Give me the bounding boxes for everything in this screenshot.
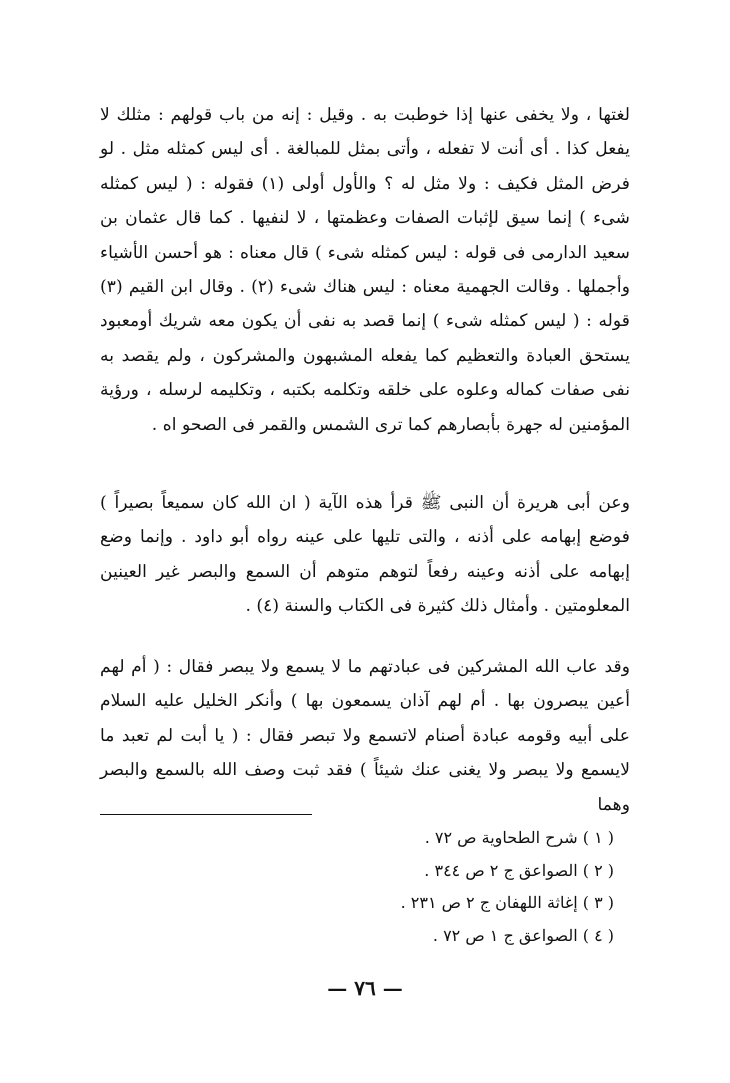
footnote-1: ( ١ ) شرح الطحاوية ص ٧٢ . [424,828,614,847]
paragraph-1: لغتها ، ولا يخفى عنها إذا خوطبت به . وقيل : إنه من باب قولهم : مثلك لا يفعل كذا . أى أنت لا تفعله ، وأتى بمثل للمبالغة . أى ليس كمثله مثل . لو فرض المثل فكيف : ولا مثل له ؟ والأول أولى (١) فقوله : ( ليس كمثله شىء ) إنما سيق لإثبات الصفات وعظمتها ، لا لنفيها . كما قال عثمان بن سعيد الدارمى فى قوله : ليس كمثله شىء ) قال معناه : هو أحسن الأشياء وأجملها . وقالت الجهمية معناه : ليس هناك شىء (٢) . وقال ابن القيم (٣) قوله : ( ليس كمثله شىء ) إنما قصد به نفى أن يكون معه شريك أومعبود يستحق العبادة والتعظيم كما يفعله المشبهون والمشركون ، ولم يقصد به نفى صفات كماله وعلوه على خلقه وتكلمه بكتبه ، وتكليمه لرسله ، ورؤية المؤمنين له جهرة بأبصارهم كما ترى الشمس والقمر فى الصحو اه . [100,105,630,435]
paragraph-2: وعن أبى هريرة أن النبى ﷺ قرأ هذه الآية ( ان الله كان سميعاً بصيراً ) فوضع إبهامه على أذنه ، والتى تليها على عينه رواه أبو داود . وإنما وضع إبهامه على أذنه وعينه رفعاً لتوهم متوهم أن السمع والبصر غير العينين المعلومتين . وأمثال ذلك كثيرة فى الكتاب والسنة (٤) . [100,493,630,617]
footnote-3: ( ٣ ) إغاثة اللهفان ج ٢ ص ٢٣١ . [400,893,614,912]
footnote-separator [100,814,312,815]
footnote-2: ( ٢ ) الصواعق ج ٢ ص ٣٤٤ . [424,860,614,880]
page-number: — ٧٦ — [327,976,403,1000]
footnotes-list [294,822,614,952]
paragraph-3: وقد عاب الله المشركين فى عبادتهم ما لا يسمع ولا يبصر فقال : ( أم لهم أعين يبصرون بها . أم لهم آذان يسمعون بها ) وأنكر الخليل عليه السلام على أبيه وقومه عبادة أصنام لاتسمع ولا تبصر فقال : ( يا أبت لم تعبد ما لايسمع ولا يبصر ولا يغنى عنك شيئاً ) فقد ثبت وصف الله بالسمع والبصر وهما [100,657,630,815]
footnote-4: ( ٤ ) الصواعق ج ١ ص ٧٢ . [432,925,614,945]
